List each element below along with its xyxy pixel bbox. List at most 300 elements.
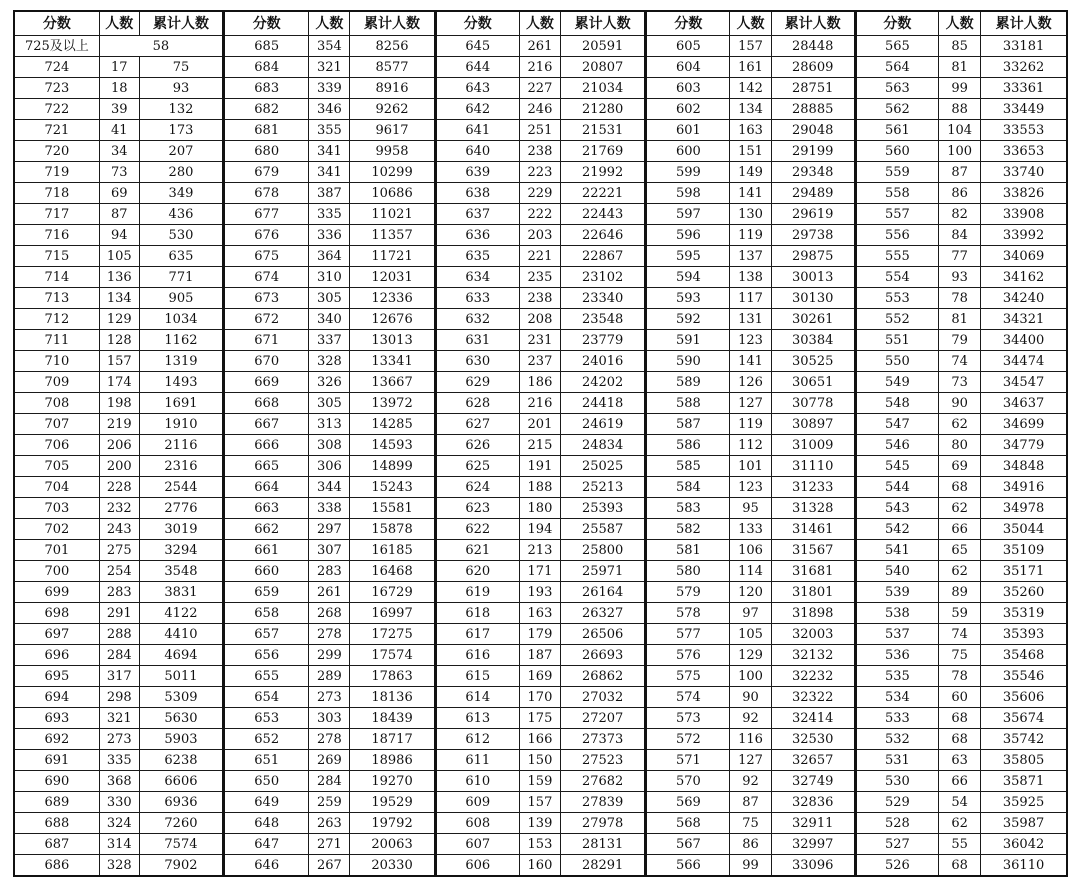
cumulative-cell: 34916 bbox=[981, 477, 1067, 498]
cumulative-cell: 27032 bbox=[561, 687, 646, 708]
cumulative-cell: 33181 bbox=[981, 36, 1067, 57]
cumulative-header: 累计人数 bbox=[561, 11, 646, 36]
count-cell: 283 bbox=[99, 582, 139, 603]
table-row bbox=[14, 603, 1067, 624]
score-cell: 668 bbox=[224, 393, 309, 414]
count-cell: 68 bbox=[939, 708, 981, 729]
cumulative-cell: 35546 bbox=[981, 666, 1067, 687]
count-cell: 95 bbox=[730, 498, 771, 519]
cumulative-cell: 20063 bbox=[350, 834, 435, 855]
table-row bbox=[14, 456, 1067, 477]
count-cell: 175 bbox=[519, 708, 560, 729]
score-cell: 662 bbox=[224, 519, 309, 540]
score-cell: 553 bbox=[855, 288, 938, 309]
score-cell: 717 bbox=[14, 204, 99, 225]
score-cell: 715 bbox=[14, 246, 99, 267]
cumulative-cell: 4410 bbox=[139, 624, 223, 645]
table-row bbox=[14, 330, 1067, 351]
score-cell: 654 bbox=[224, 687, 309, 708]
score-cell: 634 bbox=[435, 267, 519, 288]
count-cell: 213 bbox=[519, 540, 560, 561]
table-row bbox=[14, 351, 1067, 372]
score-cell: 689 bbox=[14, 792, 99, 813]
count-cell: 62 bbox=[939, 561, 981, 582]
score-cell: 628 bbox=[435, 393, 519, 414]
count-cell: 59 bbox=[939, 603, 981, 624]
count-cell: 69 bbox=[939, 456, 981, 477]
cumulative-cell: 33908 bbox=[981, 204, 1067, 225]
count-cell: 273 bbox=[309, 687, 350, 708]
cumulative-cell: 14285 bbox=[350, 414, 435, 435]
score-cell: 548 bbox=[855, 393, 938, 414]
count-cell: 328 bbox=[309, 351, 350, 372]
count-cell: 133 bbox=[730, 519, 771, 540]
count-cell: 81 bbox=[939, 57, 981, 78]
cumulative-cell: 18986 bbox=[350, 750, 435, 771]
score-cell: 632 bbox=[435, 309, 519, 330]
cumulative-cell: 1162 bbox=[139, 330, 223, 351]
score-cell: 724 bbox=[14, 57, 99, 78]
count-cell: 364 bbox=[309, 246, 350, 267]
score-cell: 613 bbox=[435, 708, 519, 729]
count-cell: 127 bbox=[730, 750, 771, 771]
cumulative-cell: 530 bbox=[139, 225, 223, 246]
cumulative-cell: 30525 bbox=[771, 351, 855, 372]
count-cell: 138 bbox=[730, 267, 771, 288]
count-cell: 157 bbox=[99, 351, 139, 372]
cumulative-cell: 22867 bbox=[561, 246, 646, 267]
table-row bbox=[14, 36, 1067, 57]
table-row bbox=[14, 120, 1067, 141]
cumulative-cell: 33553 bbox=[981, 120, 1067, 141]
count-cell: 222 bbox=[519, 204, 560, 225]
count-cell: 90 bbox=[730, 687, 771, 708]
score-cell: 684 bbox=[224, 57, 309, 78]
count-header: 人数 bbox=[309, 11, 350, 36]
cumulative-cell: 5630 bbox=[139, 708, 223, 729]
cumulative-cell: 31328 bbox=[771, 498, 855, 519]
score-cell: 688 bbox=[14, 813, 99, 834]
count-cell: 228 bbox=[99, 477, 139, 498]
count-cell: 134 bbox=[99, 288, 139, 309]
score-cell: 675 bbox=[224, 246, 309, 267]
score-cell: 683 bbox=[224, 78, 309, 99]
table-row bbox=[14, 624, 1067, 645]
score-cell: 676 bbox=[224, 225, 309, 246]
score-cell: 541 bbox=[855, 540, 938, 561]
count-cell: 62 bbox=[939, 498, 981, 519]
score-cell: 614 bbox=[435, 687, 519, 708]
cumulative-cell: 4122 bbox=[139, 603, 223, 624]
score-cell: 556 bbox=[855, 225, 938, 246]
count-cell: 305 bbox=[309, 393, 350, 414]
cumulative-cell: 31110 bbox=[771, 456, 855, 477]
score-cell: 718 bbox=[14, 183, 99, 204]
score-header: 分数 bbox=[224, 11, 309, 36]
cumulative-cell: 7260 bbox=[139, 813, 223, 834]
count-cell: 321 bbox=[309, 57, 350, 78]
count-cell: 314 bbox=[99, 834, 139, 855]
count-cell: 87 bbox=[99, 204, 139, 225]
score-cell: 534 bbox=[855, 687, 938, 708]
score-cell: 597 bbox=[646, 204, 730, 225]
score-cell: 625 bbox=[435, 456, 519, 477]
score-header: 分数 bbox=[435, 11, 519, 36]
count-cell: 100 bbox=[939, 141, 981, 162]
score-cell: 641 bbox=[435, 120, 519, 141]
table-row bbox=[14, 771, 1067, 792]
cumulative-cell: 25971 bbox=[561, 561, 646, 582]
cumulative-cell: 436 bbox=[139, 204, 223, 225]
count-cell: 235 bbox=[519, 267, 560, 288]
cumulative-cell: 25025 bbox=[561, 456, 646, 477]
score-cell: 682 bbox=[224, 99, 309, 120]
score-cell: 576 bbox=[646, 645, 730, 666]
cumulative-header: 累计人数 bbox=[771, 11, 855, 36]
score-cell: 624 bbox=[435, 477, 519, 498]
score-cell: 529 bbox=[855, 792, 938, 813]
cumulative-cell: 15878 bbox=[350, 519, 435, 540]
score-cell: 551 bbox=[855, 330, 938, 351]
cumulative-cell: 29348 bbox=[771, 162, 855, 183]
cumulative-cell: 13013 bbox=[350, 330, 435, 351]
score-cell: 639 bbox=[435, 162, 519, 183]
count-header: 人数 bbox=[99, 11, 139, 36]
count-cell: 297 bbox=[309, 519, 350, 540]
count-cell: 75 bbox=[939, 645, 981, 666]
count-cell: 116 bbox=[730, 729, 771, 750]
cumulative-cell: 34400 bbox=[981, 330, 1067, 351]
count-cell: 215 bbox=[519, 435, 560, 456]
score-cell: 699 bbox=[14, 582, 99, 603]
count-cell: 221 bbox=[519, 246, 560, 267]
cumulative-cell: 34321 bbox=[981, 309, 1067, 330]
score-cell: 685 bbox=[224, 36, 309, 57]
score-cell: 660 bbox=[224, 561, 309, 582]
cumulative-cell: 22646 bbox=[561, 225, 646, 246]
score-cell: 657 bbox=[224, 624, 309, 645]
score-cell: 568 bbox=[646, 813, 730, 834]
cumulative-cell: 27523 bbox=[561, 750, 646, 771]
table-row bbox=[14, 204, 1067, 225]
count-cell: 86 bbox=[939, 183, 981, 204]
cumulative-cell: 31898 bbox=[771, 603, 855, 624]
table-row bbox=[14, 582, 1067, 603]
score-cell: 713 bbox=[14, 288, 99, 309]
cumulative-cell: 26506 bbox=[561, 624, 646, 645]
count-cell: 346 bbox=[309, 99, 350, 120]
cumulative-cell: 22221 bbox=[561, 183, 646, 204]
score-cell: 690 bbox=[14, 771, 99, 792]
score-cell: 666 bbox=[224, 435, 309, 456]
cumulative-cell: 635 bbox=[139, 246, 223, 267]
cumulative-cell: 29489 bbox=[771, 183, 855, 204]
score-cell: 701 bbox=[14, 540, 99, 561]
score-cell: 567 bbox=[646, 834, 730, 855]
cumulative-cell: 2776 bbox=[139, 498, 223, 519]
cumulative-cell: 32657 bbox=[771, 750, 855, 771]
score-cell: 651 bbox=[224, 750, 309, 771]
score-cell: 588 bbox=[646, 393, 730, 414]
cumulative-cell: 33992 bbox=[981, 225, 1067, 246]
cumulative-cell: 18439 bbox=[350, 708, 435, 729]
score-cell: 673 bbox=[224, 288, 309, 309]
count-cell: 278 bbox=[309, 624, 350, 645]
count-cell: 232 bbox=[99, 498, 139, 519]
cumulative-cell: 30778 bbox=[771, 393, 855, 414]
count-cell: 291 bbox=[99, 603, 139, 624]
count-cell: 251 bbox=[519, 120, 560, 141]
count-cell: 68 bbox=[939, 729, 981, 750]
count-cell: 117 bbox=[730, 288, 771, 309]
count-cell: 194 bbox=[519, 519, 560, 540]
count-cell: 142 bbox=[730, 78, 771, 99]
score-cell: 627 bbox=[435, 414, 519, 435]
cumulative-cell: 25800 bbox=[561, 540, 646, 561]
count-cell: 340 bbox=[309, 309, 350, 330]
count-cell: 278 bbox=[309, 729, 350, 750]
score-cell: 555 bbox=[855, 246, 938, 267]
count-cell: 163 bbox=[519, 603, 560, 624]
score-cell: 599 bbox=[646, 162, 730, 183]
count-cell: 101 bbox=[730, 456, 771, 477]
score-cell: 635 bbox=[435, 246, 519, 267]
count-cell: 93 bbox=[939, 267, 981, 288]
count-cell: 82 bbox=[939, 204, 981, 225]
cumulative-cell: 25393 bbox=[561, 498, 646, 519]
score-cell: 575 bbox=[646, 666, 730, 687]
count-cell: 106 bbox=[730, 540, 771, 561]
score-cell: 573 bbox=[646, 708, 730, 729]
score-cell: 526 bbox=[855, 855, 938, 877]
cumulative-cell: 28291 bbox=[561, 855, 646, 877]
cumulative-cell: 12676 bbox=[350, 309, 435, 330]
cumulative-cell: 2116 bbox=[139, 435, 223, 456]
cumulative-cell: 58 bbox=[99, 36, 223, 57]
cumulative-cell: 23102 bbox=[561, 267, 646, 288]
count-cell: 131 bbox=[730, 309, 771, 330]
count-cell: 78 bbox=[939, 666, 981, 687]
score-cell: 590 bbox=[646, 351, 730, 372]
count-cell: 85 bbox=[939, 36, 981, 57]
count-cell: 92 bbox=[730, 771, 771, 792]
table-row bbox=[14, 414, 1067, 435]
score-cell: 621 bbox=[435, 540, 519, 561]
score-cell: 563 bbox=[855, 78, 938, 99]
count-cell: 237 bbox=[519, 351, 560, 372]
count-cell: 193 bbox=[519, 582, 560, 603]
cumulative-cell: 35606 bbox=[981, 687, 1067, 708]
score-distribution-table bbox=[13, 10, 1068, 877]
table-row bbox=[14, 645, 1067, 666]
score-cell: 664 bbox=[224, 477, 309, 498]
table-row bbox=[14, 246, 1067, 267]
cumulative-cell: 21992 bbox=[561, 162, 646, 183]
cumulative-cell: 1319 bbox=[139, 351, 223, 372]
cumulative-cell: 34547 bbox=[981, 372, 1067, 393]
cumulative-cell: 20591 bbox=[561, 36, 646, 57]
cumulative-cell: 33740 bbox=[981, 162, 1067, 183]
cumulative-header: 累计人数 bbox=[981, 11, 1067, 36]
count-cell: 203 bbox=[519, 225, 560, 246]
table-row bbox=[14, 225, 1067, 246]
cumulative-cell: 1493 bbox=[139, 372, 223, 393]
score-cell: 564 bbox=[855, 57, 938, 78]
count-header: 人数 bbox=[939, 11, 981, 36]
table-row bbox=[14, 372, 1067, 393]
score-cell: 636 bbox=[435, 225, 519, 246]
count-cell: 139 bbox=[519, 813, 560, 834]
count-cell: 87 bbox=[939, 162, 981, 183]
score-cell: 612 bbox=[435, 729, 519, 750]
cumulative-cell: 18717 bbox=[350, 729, 435, 750]
cumulative-cell: 33096 bbox=[771, 855, 855, 877]
score-cell: 589 bbox=[646, 372, 730, 393]
cumulative-header: 累计人数 bbox=[139, 11, 223, 36]
cumulative-cell: 27978 bbox=[561, 813, 646, 834]
score-cell: 557 bbox=[855, 204, 938, 225]
count-cell: 328 bbox=[99, 855, 139, 877]
count-cell: 65 bbox=[939, 540, 981, 561]
cumulative-cell: 5903 bbox=[139, 729, 223, 750]
count-cell: 150 bbox=[519, 750, 560, 771]
count-cell: 153 bbox=[519, 834, 560, 855]
count-cell: 63 bbox=[939, 750, 981, 771]
score-cell: 674 bbox=[224, 267, 309, 288]
cumulative-cell: 14593 bbox=[350, 435, 435, 456]
count-cell: 171 bbox=[519, 561, 560, 582]
cumulative-cell: 32530 bbox=[771, 729, 855, 750]
table-row bbox=[14, 666, 1067, 687]
cumulative-cell: 6606 bbox=[139, 771, 223, 792]
score-cell: 649 bbox=[224, 792, 309, 813]
cumulative-cell: 24418 bbox=[561, 393, 646, 414]
count-cell: 104 bbox=[939, 120, 981, 141]
cumulative-cell: 16468 bbox=[350, 561, 435, 582]
count-cell: 355 bbox=[309, 120, 350, 141]
cumulative-cell: 35871 bbox=[981, 771, 1067, 792]
score-cell: 708 bbox=[14, 393, 99, 414]
score-cell: 535 bbox=[855, 666, 938, 687]
count-cell: 231 bbox=[519, 330, 560, 351]
count-cell: 303 bbox=[309, 708, 350, 729]
score-cell: 560 bbox=[855, 141, 938, 162]
table-row bbox=[14, 57, 1067, 78]
score-cell: 608 bbox=[435, 813, 519, 834]
count-cell: 77 bbox=[939, 246, 981, 267]
count-cell: 267 bbox=[309, 855, 350, 877]
table-row bbox=[14, 141, 1067, 162]
cumulative-cell: 8916 bbox=[350, 78, 435, 99]
score-cell: 696 bbox=[14, 645, 99, 666]
score-cell: 611 bbox=[435, 750, 519, 771]
cumulative-cell: 16997 bbox=[350, 603, 435, 624]
score-cell: 659 bbox=[224, 582, 309, 603]
score-cell: 640 bbox=[435, 141, 519, 162]
count-cell: 261 bbox=[519, 36, 560, 57]
score-cell: 661 bbox=[224, 540, 309, 561]
count-cell: 341 bbox=[309, 141, 350, 162]
cumulative-cell: 10686 bbox=[350, 183, 435, 204]
count-cell: 18 bbox=[99, 78, 139, 99]
cumulative-cell: 3548 bbox=[139, 561, 223, 582]
count-cell: 223 bbox=[519, 162, 560, 183]
cumulative-cell: 19529 bbox=[350, 792, 435, 813]
score-cell: 530 bbox=[855, 771, 938, 792]
count-cell: 75 bbox=[730, 813, 771, 834]
cumulative-cell: 32003 bbox=[771, 624, 855, 645]
count-cell: 289 bbox=[309, 666, 350, 687]
cumulative-cell: 35468 bbox=[981, 645, 1067, 666]
count-cell: 335 bbox=[309, 204, 350, 225]
score-cell: 700 bbox=[14, 561, 99, 582]
cumulative-cell: 4694 bbox=[139, 645, 223, 666]
score-cell: 532 bbox=[855, 729, 938, 750]
count-cell: 81 bbox=[939, 309, 981, 330]
cumulative-cell: 35171 bbox=[981, 561, 1067, 582]
count-cell: 97 bbox=[730, 603, 771, 624]
count-cell: 229 bbox=[519, 183, 560, 204]
score-cell: 585 bbox=[646, 456, 730, 477]
count-cell: 275 bbox=[99, 540, 139, 561]
count-cell: 254 bbox=[99, 561, 139, 582]
count-cell: 161 bbox=[730, 57, 771, 78]
cumulative-cell: 31009 bbox=[771, 435, 855, 456]
score-cell: 712 bbox=[14, 309, 99, 330]
table-row bbox=[14, 687, 1067, 708]
score-cell: 536 bbox=[855, 645, 938, 666]
count-cell: 74 bbox=[939, 351, 981, 372]
score-cell: 652 bbox=[224, 729, 309, 750]
cumulative-cell: 20807 bbox=[561, 57, 646, 78]
cumulative-cell: 30897 bbox=[771, 414, 855, 435]
score-cell: 594 bbox=[646, 267, 730, 288]
score-cell: 705 bbox=[14, 456, 99, 477]
cumulative-cell: 15243 bbox=[350, 477, 435, 498]
table-row bbox=[14, 561, 1067, 582]
score-cell: 602 bbox=[646, 99, 730, 120]
score-cell: 709 bbox=[14, 372, 99, 393]
cumulative-cell: 7574 bbox=[139, 834, 223, 855]
count-cell: 306 bbox=[309, 456, 350, 477]
count-cell: 180 bbox=[519, 498, 560, 519]
cumulative-cell: 35044 bbox=[981, 519, 1067, 540]
cumulative-cell: 349 bbox=[139, 183, 223, 204]
cumulative-cell: 23340 bbox=[561, 288, 646, 309]
score-cell: 711 bbox=[14, 330, 99, 351]
cumulative-cell: 21769 bbox=[561, 141, 646, 162]
count-cell: 305 bbox=[309, 288, 350, 309]
cumulative-cell: 16729 bbox=[350, 582, 435, 603]
cumulative-cell: 27839 bbox=[561, 792, 646, 813]
count-cell: 73 bbox=[99, 162, 139, 183]
cumulative-cell: 35109 bbox=[981, 540, 1067, 561]
table-row bbox=[14, 708, 1067, 729]
cumulative-cell: 8577 bbox=[350, 57, 435, 78]
cumulative-cell: 35987 bbox=[981, 813, 1067, 834]
cumulative-cell: 29199 bbox=[771, 141, 855, 162]
cumulative-cell: 905 bbox=[139, 288, 223, 309]
cumulative-cell: 10299 bbox=[350, 162, 435, 183]
score-cell: 720 bbox=[14, 141, 99, 162]
count-cell: 216 bbox=[519, 393, 560, 414]
score-cell: 722 bbox=[14, 99, 99, 120]
count-cell: 271 bbox=[309, 834, 350, 855]
score-cell: 610 bbox=[435, 771, 519, 792]
score-cell: 643 bbox=[435, 78, 519, 99]
cumulative-cell: 12336 bbox=[350, 288, 435, 309]
count-cell: 126 bbox=[730, 372, 771, 393]
